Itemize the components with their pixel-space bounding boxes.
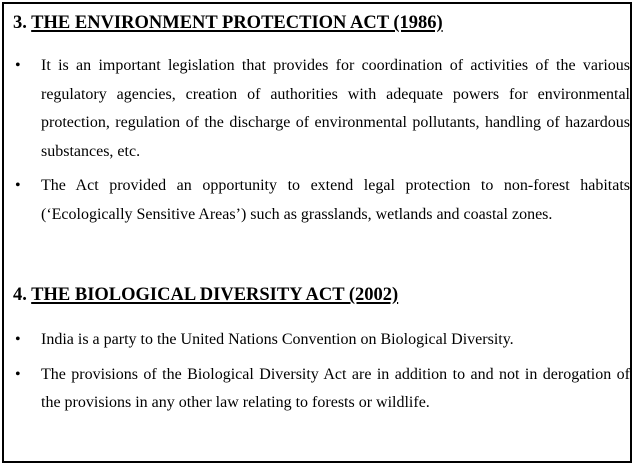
section-title: THE ENVIRONMENT PROTECTION ACT (1986)	[31, 13, 443, 33]
section-number: 3.	[13, 13, 27, 33]
section-number: 4.	[13, 285, 27, 305]
bullet-text: India is a party to the United Nations Convention on Biological Diversity.	[41, 331, 514, 348]
section-heading	[13, 12, 630, 34]
bullet-list	[13, 326, 630, 418]
list-item	[13, 361, 630, 418]
list-item	[13, 326, 630, 355]
bullet-text: It is an important legislation that provides for coordination of activities of the various regulatory agencies, creation of authorities with adequate powers for environmental protection, regulation of the discharge of environmental pollutants, handling of hazardous substances, etc.	[41, 57, 630, 160]
bullet-list	[13, 52, 630, 229]
bullet-text: The provisions of the Biological Diversity Act are in addition to and not in derogation of the provisions in any other law relating to forests or wildlife.	[41, 365, 630, 411]
list-item	[13, 172, 630, 229]
section-biological-diversity-act	[13, 284, 630, 418]
bullet-icon: •	[15, 177, 21, 194]
list-item	[13, 52, 630, 166]
section-title: THE BIOLOGICAL DIVERSITY ACT (2002)	[31, 285, 399, 305]
bullet-text: The Act provided an opportunity to extend legal protection to non-forest habitats (‘Ecologically Sensitive Areas’) such as grasslands, wetlands and coastal zones.	[41, 177, 630, 223]
section-environment-protection-act	[13, 12, 630, 229]
bullet-icon: •	[15, 331, 21, 348]
bullet-icon: •	[15, 57, 21, 74]
section-heading	[13, 284, 630, 306]
bullet-icon: •	[15, 365, 21, 383]
